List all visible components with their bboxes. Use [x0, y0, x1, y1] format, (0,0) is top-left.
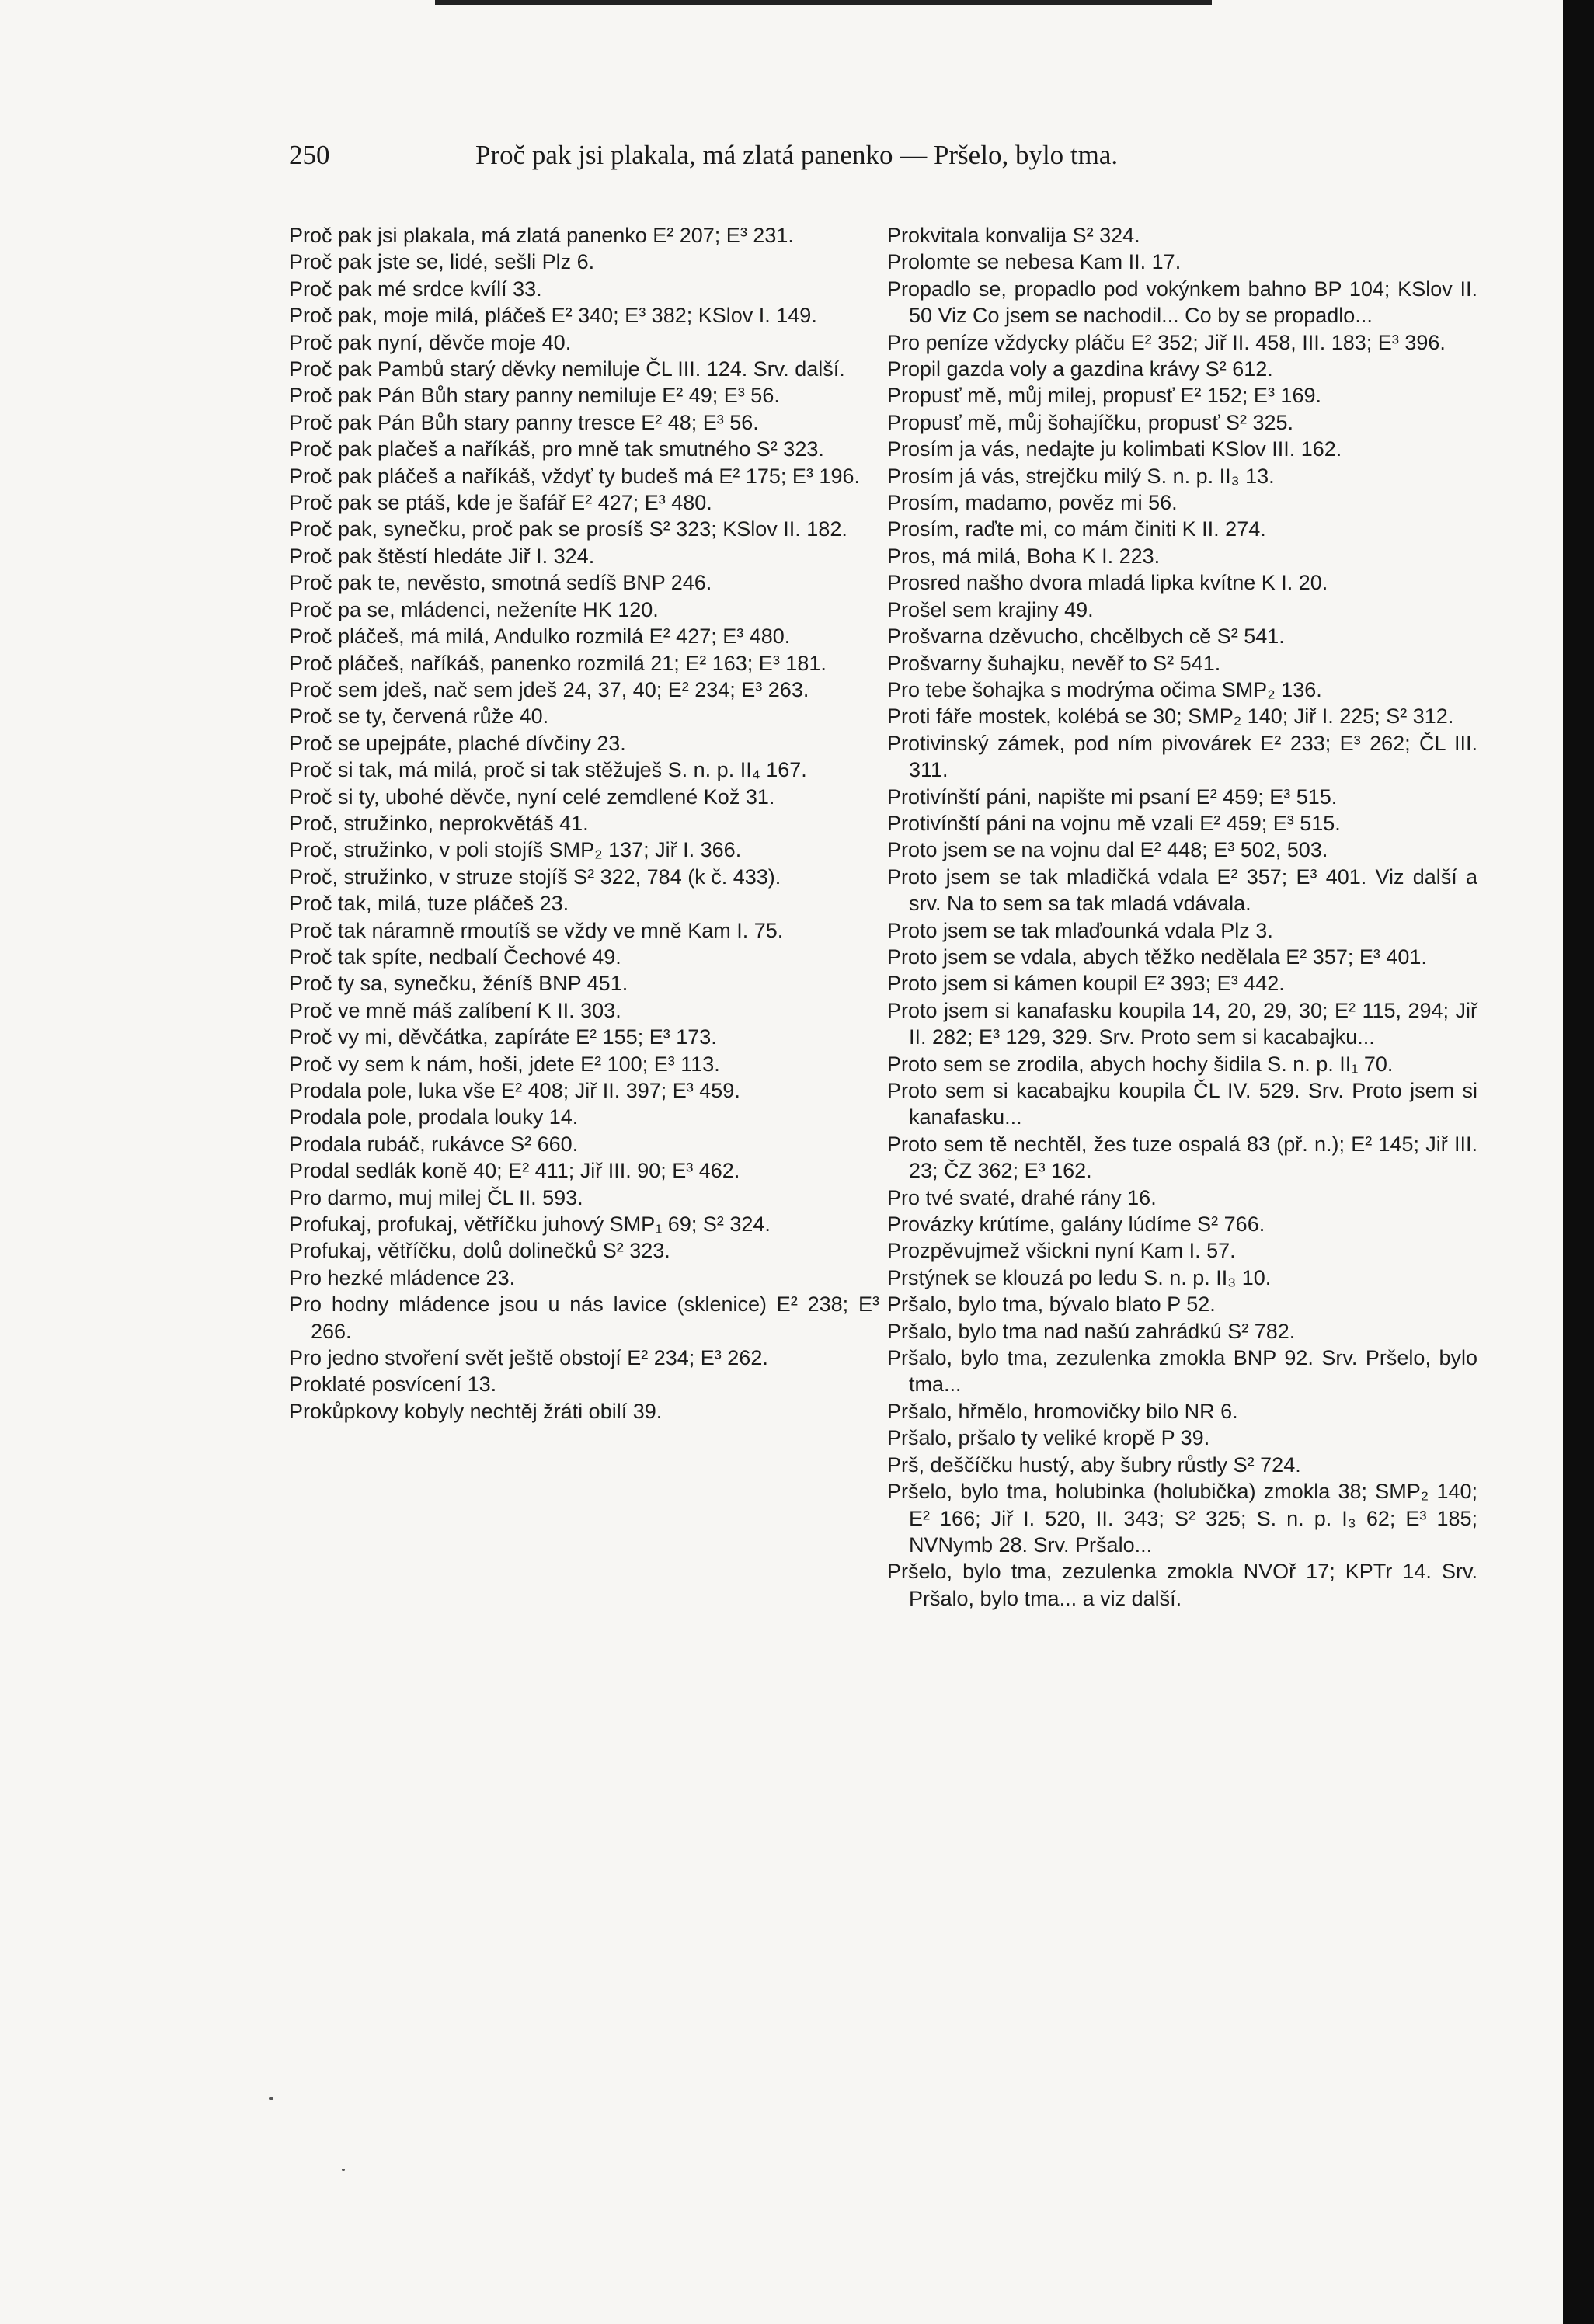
index-entry: Pršelo, bylo tma, zezulenka zmokla NVOř 17; KPTr 14. Srv. Pršalo, bylo tma... a viz další.	[887, 1560, 1484, 1610]
index-entry: Proč, stružinko, neprokvětáš 41.	[289, 811, 589, 835]
index-entry: Prošel sem krajiny 49.	[887, 597, 1094, 621]
index-entry: Proč pak, moje milá, pláčeš E² 340; E³ 382; KSlov I. 149.	[289, 304, 817, 328]
index-entry: Prošvarny šuhajku, nevěř to S² 541.	[887, 651, 1221, 675]
index-entry: Proč tak, milá, tuze pláčeš 23.	[289, 892, 569, 916]
index-entry: Pro jedno stvoření svět ještě obstojí E² 234; E³ 262.	[289, 1346, 768, 1370]
index-entry: Pršalo, hřmělo, hromovičky bilo NR 6.	[887, 1399, 1238, 1423]
scan-border-right	[1563, 0, 1594, 2324]
index-entry: Proč si tak, má milá, proč si tak stěžuješ S. n. p. II₄ 167.	[289, 758, 807, 782]
index-entry: Proč pak Pán Bůh stary panny nemiluje E² 49; E³ 56.	[289, 384, 780, 408]
index-entry: Prošvarna dzěvucho, chcělbych cě S² 541.	[887, 624, 1285, 649]
index-entry: Prš, deščíčku hustý, aby šubry růstly S² 724.	[887, 1452, 1301, 1477]
index-entry: Prozpěvujmež všickni nyní Kam I. 57.	[887, 1239, 1236, 1263]
index-entry: Provázky krútíme, galány lúdíme S² 766.	[887, 1212, 1265, 1237]
index-entry: Pršalo, pršalo ty veliké kropě P 39.	[887, 1426, 1210, 1450]
index-entry: Proto sem si kacabajku koupila ČL IV. 529. Srv. Proto jsem si kanafasku...	[887, 1079, 1484, 1129]
index-entry: Proč pa se, mládenci, neženíte HK 120.	[289, 597, 659, 621]
index-entry: Proč pak Pambů starý děvky nemiluje ČL III. 124. Srv. další.	[289, 357, 845, 381]
index-entry: Proto sem tě nechtěl, žes tuze ospalá 83 (př. n.); E² 145; Jiř III. 23; ČZ 362; E³ 162.	[887, 1132, 1484, 1183]
index-entry: Proč pak jste se, lidé, sešli Plz 6.	[289, 250, 595, 274]
index-entry: Protivínští páni na vojnu mě vzali E² 459; E³ 515.	[887, 811, 1341, 835]
index-entry: Prosím, raďte mi, co mám činiti K II. 274.	[887, 517, 1266, 541]
index-entry: Pro tebe šohajka s modrýma očima SMP₂ 136.	[887, 677, 1322, 701]
index-entry: Proč pak mé srdce kvílí 33.	[289, 277, 542, 301]
index-entry: Pršalo, bylo tma nad našú zahrádkú S² 782.	[887, 1319, 1296, 1343]
index-entry: Proti fáře mostek, kolébá se 30; SMP₂ 140; Jiř I. 225; S² 312.	[887, 705, 1454, 729]
index-column-right	[887, 222, 1484, 1612]
index-entry: Proč pak plačeš a naříkáš, pro mně tak smutného S² 323.	[289, 437, 824, 461]
index-column-left	[289, 222, 886, 1425]
index-entry: Proč pláčeš, naříkáš, panenko rozmilá 21; E² 163; E³ 181.	[289, 651, 827, 675]
index-entry: Protivinský zámek, pod ním pivovárek E² 233; E³ 262; ČL III. 311.	[887, 731, 1484, 782]
index-entry: Proč pak pláčeš a naříkáš, vždyť ty budeš má E² 175; E³ 196.	[289, 464, 860, 488]
index-entry: Prosím, madamo, pověz mi 56.	[887, 491, 1178, 515]
index-entry: Prosred našho dvora mladá lipka kvítne K I. 20.	[887, 571, 1328, 595]
scan-speck	[342, 2169, 345, 2171]
index-entry: Proč tak náramně rmoutíš se vždy ve mně Kam I. 75.	[289, 918, 784, 942]
index-entry: Prokůpkovy kobyly nechtěj žráti obilí 39.	[289, 1399, 663, 1423]
index-entry: Proč se upejpáte, plaché dívčiny 23.	[289, 731, 626, 755]
index-entry: Protivínští páni, napište mi psaní E² 459; E³ 515.	[887, 785, 1338, 809]
index-entry: Prodala pole, luka vše E² 408; Jiř II. 397; E³ 459.	[289, 1079, 740, 1102]
index-entry: Prodala rubáč, rukávce S² 660.	[289, 1132, 579, 1156]
index-entry: Proč ty sa, synečku, žéníš BNP 451.	[289, 972, 628, 996]
index-entry: Pršalo, bylo tma, zezulenka zmokla BNP 92. Srv. Pršelo, bylo tma...	[887, 1346, 1484, 1397]
index-entry: Proč tak spíte, nedbalí Čechové 49.	[289, 945, 621, 969]
index-entry: Proč pláčeš, má milá, Andulko rozmilá E² 427; E³ 480.	[289, 624, 791, 649]
index-entry: Proto jsem se vdala, abych těžko nedělala E² 357; E³ 401.	[887, 945, 1427, 969]
index-entry: Proč pak Pán Bůh stary panny tresce E² 48; E³ 56.	[289, 410, 759, 434]
index-entry: Pro hodny mládence jsou u nás lavice (sklenice) E² 238; E³ 266.	[289, 1292, 886, 1343]
index-entry: Prosím ja vás, nedajte ju kolimbati KSlov III. 162.	[887, 437, 1342, 461]
index-entry: Proč se ty, červená růže 40.	[289, 705, 549, 729]
index-entry: Proč pak štěstí hledáte Jiř I. 324.	[289, 544, 595, 568]
index-entry: Prosím já vás, strejčku milý S. n. p. II₃ 13.	[887, 464, 1275, 488]
index-entry: Pršalo, bylo tma, bývalo blato P 52.	[887, 1292, 1216, 1317]
index-entry: Proč, stružinko, v poli stojíš SMP₂ 137; Jiř I. 366.	[289, 838, 742, 862]
index-entry: Proč si ty, ubohé děvče, nyní celé zemdlené Kož 31.	[289, 785, 775, 809]
index-entry: Prokvitala konvalija S² 324.	[887, 224, 1140, 247]
index-entry: Proč sem jdeš, nač sem jdeš 24, 37, 40; E² 234; E³ 263.	[289, 677, 809, 701]
index-entry: Proč vy sem k nám, hoši, jdete E² 100; E³ 113.	[289, 1052, 720, 1076]
index-entry: Profukaj, větříčku, dolů dolinečků S² 323.	[289, 1239, 670, 1263]
scan-speck	[269, 2097, 273, 2100]
index-entry: Proto sem se zrodila, abych hochy šidila S. n. p. II₁ 70.	[887, 1052, 1394, 1076]
index-entry: Pro peníze vždycky pláču E² 352; Jiř II. 458, III. 183; E³ 396.	[887, 330, 1446, 354]
index-entry: Proto jsem se tak mlaďounká vdala Plz 3.	[887, 918, 1273, 942]
page-header	[289, 140, 1338, 174]
index-entry: Proto jsem si kanafasku koupila 14, 20, 29, 30; E² 115, 294; Jiř II. 282; E³ 129, 329. Srv. Proto sem si kacabajku...	[887, 998, 1484, 1049]
running-title: Proč pak jsi plakala, má zlatá panenko — Pršelo, bylo tma.	[475, 140, 1119, 170]
index-entry: Proto jsem se na vojnu dal E² 448; E³ 502, 503.	[887, 838, 1328, 862]
index-entry: Proto jsem si kámen koupil E² 393; E³ 442.	[887, 972, 1285, 996]
index-entry: Pršelo, bylo tma, holubinka (holubička) zmokla 38; SMP₂ 140; E² 166; Jiř I. 520, II. 343; S² 325; S. n. p. I₃ 62; E³ 185; NVNymb 28. Srv. Pršalo...	[887, 1480, 1484, 1557]
top-edge-rule	[435, 0, 1212, 5]
index-entry: Proto jsem se tak mladičká vdala E² 357; E³ 401. Viz další a srv. Na to sem sa tak mladá vdávala.	[887, 865, 1484, 916]
index-entry: Profukaj, profukaj, větříčku juhový SMP₁ 69; S² 324.	[289, 1212, 771, 1237]
index-entry: Proč, stružinko, v struze stojíš S² 322, 784 (k č. 433).	[289, 865, 781, 889]
index-entry: Prstýnek se klouzá po ledu S. n. p. II₃ 10.	[887, 1265, 1272, 1289]
index-entry: Prodala pole, prodala louky 14.	[289, 1105, 579, 1129]
index-entry: Propadlo se, propadlo pod vokýnkem bahno BP 104; KSlov II. 50 Viz Co jsem se nachodil... Co by se propadlo...	[887, 277, 1484, 328]
index-entry: Proč pak te, nevěsto, smotná sedíš BNP 246.	[289, 571, 712, 595]
index-entry: Pro darmo, muj milej ČL II. 593.	[289, 1185, 583, 1209]
index-entry: Proč pak, synečku, proč pak se prosíš S² 323; KSlov II. 182.	[289, 517, 847, 541]
index-entry: Proč ve mně máš zalíbení K II. 303.	[289, 998, 621, 1022]
index-entry: Proč pak se ptáš, kde je šafář E² 427; E³ 480.	[289, 491, 712, 515]
index-entry: Proč pak nyní, děvče moje 40.	[289, 330, 572, 354]
index-entry: Prodal sedlák koně 40; E² 411; Jiř III. 90; E³ 462.	[289, 1159, 740, 1183]
index-entry: Pro hezké mládence 23.	[289, 1265, 516, 1289]
index-entry: Prolomte se nebesa Kam II. 17.	[887, 250, 1182, 274]
index-entry: Proč pak jsi plakala, má zlatá panenko E² 207; E³ 231.	[289, 224, 794, 247]
index-entry: Proč vy mi, děvčátka, zapíráte E² 155; E³ 173.	[289, 1025, 717, 1049]
index-entry: Propil gazda voly a gazdina krávy S² 612.	[887, 357, 1273, 381]
index-entry: Pro tvé svaté, drahé rány 16.	[887, 1185, 1157, 1209]
page-number: 250	[289, 140, 330, 170]
index-entry: Proklaté posvícení 13.	[289, 1372, 497, 1397]
index-entry: Pros, má milá, Boha K I. 223.	[887, 544, 1161, 568]
index-entry: Propusť mě, můj šohajíčku, propusť S² 325.	[887, 410, 1293, 434]
index-entry: Propusť mě, můj milej, propusť E² 152; E³ 169.	[887, 384, 1321, 408]
